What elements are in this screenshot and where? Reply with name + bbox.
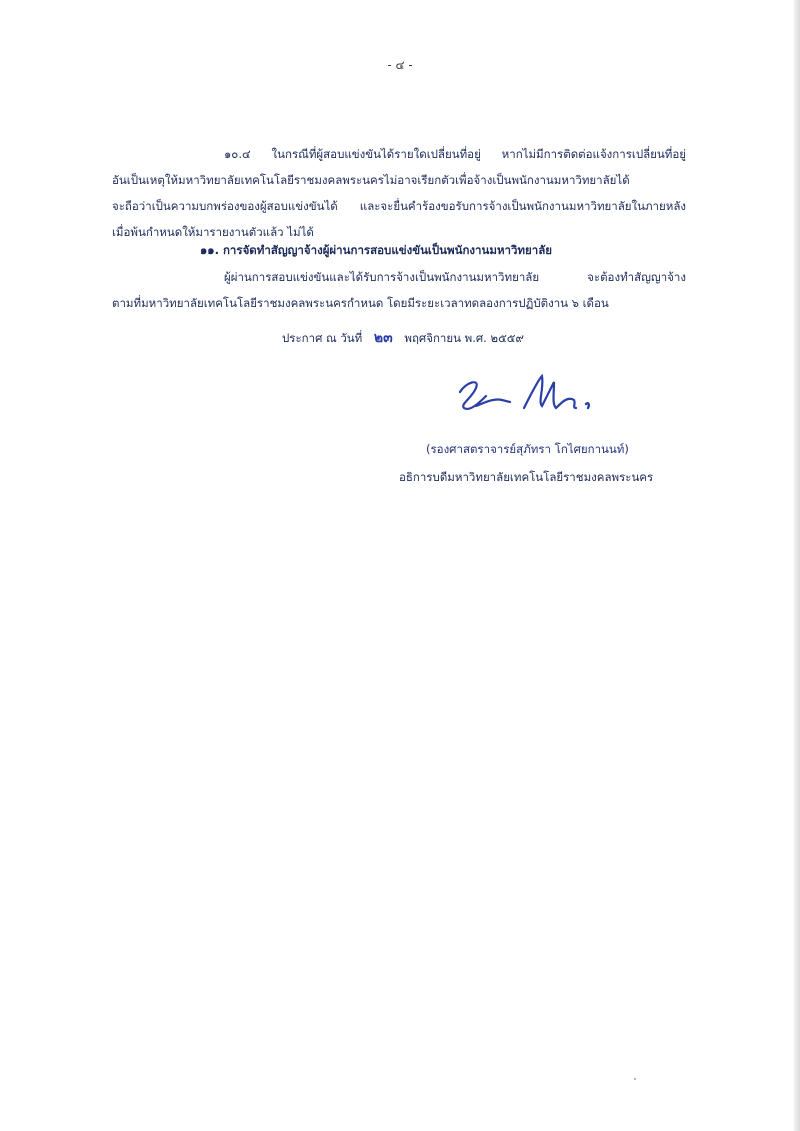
signer-title: อธิการบดีมหาวิทยาลัยเทคโนโลยีราชมงคลพระนคร (399, 470, 654, 484)
clause-11-line: ตามที่มหาวิทยาลัยเทคโนโลยีราชมงคลพระนครกำหนด โดยมีระยะเวลาทดลองการปฏิบัติงาน ๖ เดือน (112, 296, 609, 310)
announcement-suffix: พฤศจิกายน พ.ศ. ๒๕๕๙ (404, 331, 524, 345)
announcement-day: ๒๓ (373, 330, 393, 346)
announcement-date (282, 327, 524, 349)
clause-11-body (112, 264, 686, 316)
clause-11-line: ผู้ผ่านการสอบแข่งขันและได้รับการจ้างเป็นพนักงานมหาวิทยาลัย จะต้องทำสัญญาจ้าง (224, 270, 686, 284)
clause-10-4-line: อันเป็นเหตุให้มหาวิทยาลัยเทคโนโลยีราชมงคลพระนครไม่อาจเรียกตัวเพื่อจ้างเป็นพนักงานมหาวิทยาลัยได้ (112, 173, 630, 187)
clause-10-4-line: ๑๐.๔ ในกรณีที่ผู้สอบแข่งขันได้รายใดเปลี่ยนที่อยู่ หากไม่มีการติดต่อแจ้งการเปลี่ยนที่อยู่ (224, 147, 686, 161)
clause-10-4 (112, 141, 686, 245)
clause-10-4-line: เมื่อพ้นกำหนดให้มารายงานตัวแล้ว ไม่ได้ (112, 225, 314, 239)
clause-11-heading: ๑๑. การจัดทำสัญญาจ้างผู้ผ่านการสอบแข่งขันเป็นพนักงานมหาวิทยาลัย (200, 243, 552, 257)
page-number: - ๔ - (387, 58, 413, 72)
announcement-prefix: ประกาศ ณ วันที่ (282, 331, 363, 345)
handwritten-signature (446, 368, 606, 428)
signer-name: (รองศาสตราจารย์สุภัทรา โกไศยกานนท์) (426, 442, 629, 456)
page-edge (794, 0, 800, 1131)
scan-speck (634, 1078, 636, 1080)
clause-10-4-line: จะถือว่าเป็นความบกพร่องของผู้สอบแข่งขันได้ และจะยื่นคำร้องขอรับการจ้างเป็นพนักงานมหาวิทยาลัยในภายหลัง (112, 199, 686, 213)
